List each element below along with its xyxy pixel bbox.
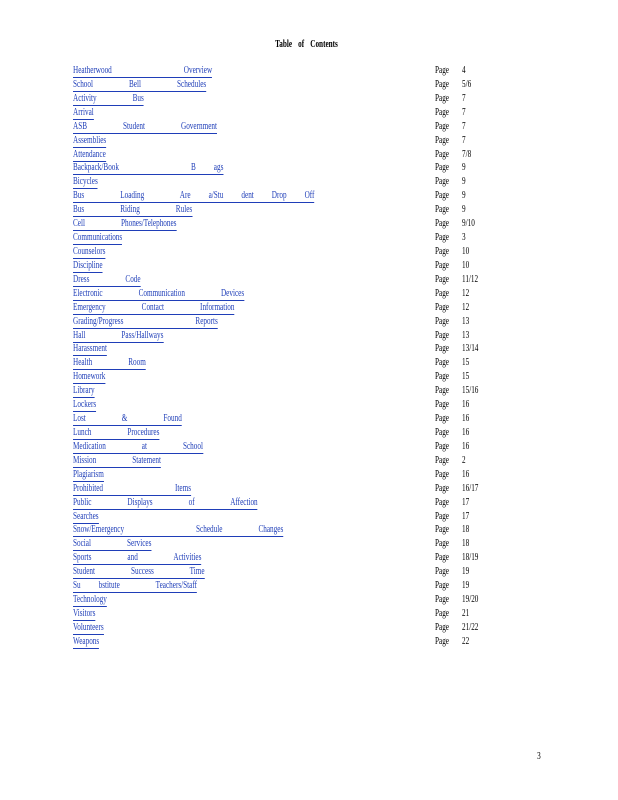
toc-row	[0, 622, 618, 636]
page-ref: 21/22	[462, 621, 479, 633]
toc-entry-link[interactable]: Sports and Activities	[73, 552, 202, 564]
page-ref: 7	[462, 92, 466, 104]
page-label: Page	[435, 496, 450, 508]
toc-row	[0, 149, 618, 163]
page-label: Page	[435, 552, 450, 564]
page-ref: 17	[462, 510, 470, 522]
page-ref: 13/14	[462, 343, 479, 355]
page-label: Page	[435, 385, 450, 397]
toc-row	[0, 636, 618, 650]
toc-row	[0, 469, 618, 483]
page-number: 3	[537, 751, 541, 762]
toc-row	[0, 497, 618, 511]
page-label: Page	[435, 120, 450, 132]
toc-row	[0, 483, 618, 497]
toc-row	[0, 385, 618, 399]
toc-entry-link[interactable]: Prohibited Items	[73, 482, 192, 494]
page-label: Page	[435, 468, 450, 480]
page-ref: 15	[462, 371, 470, 383]
toc-entry-link[interactable]: Visitors	[73, 607, 96, 619]
toc-row	[0, 190, 618, 204]
toc-row	[0, 455, 618, 469]
toc-entry-link[interactable]: Hall Pass/Hallways	[73, 329, 164, 341]
toc-row	[0, 371, 618, 385]
page-ref: 9	[462, 204, 466, 216]
page-ref: 11/12	[462, 273, 479, 285]
toc-row	[0, 441, 618, 455]
page-ref: 4	[462, 65, 466, 76]
page-label: Page	[435, 413, 450, 425]
page-label: Page	[435, 148, 450, 160]
toc-entry-link[interactable]: Assemblies	[73, 134, 107, 146]
page-label: Page	[435, 621, 450, 633]
toc-entry-link[interactable]: Medication at School	[73, 440, 203, 452]
toc-entry-link[interactable]: ASB Student Government	[73, 120, 217, 132]
page-label: Page	[435, 287, 450, 299]
toc-row	[0, 594, 618, 608]
toc-row	[0, 608, 618, 622]
toc-entry-link[interactable]: Discipline	[73, 259, 103, 271]
toc-row	[0, 302, 618, 316]
page-ref: 15/16	[462, 385, 479, 397]
toc-row	[0, 566, 618, 580]
page-ref: 7	[462, 106, 466, 118]
page-label: Page	[435, 594, 450, 606]
toc-entry-link[interactable]: Cell Phones/Telephones	[73, 218, 177, 230]
toc-entry-link[interactable]: Activity Bus	[73, 92, 144, 104]
toc-row	[0, 511, 618, 525]
toc-entry-link[interactable]: Emergency Contact Information	[73, 301, 235, 313]
page-label: Page	[435, 454, 450, 466]
page-label: Page	[435, 343, 450, 355]
page-ref: 7	[462, 120, 466, 132]
toc-entry-link[interactable]: Lockers	[73, 399, 97, 411]
page-ref: 18	[462, 524, 470, 536]
page-ref: 12	[462, 287, 470, 299]
toc-row	[0, 65, 618, 79]
page-ref: 22	[462, 635, 470, 647]
page-ref: 18	[462, 538, 470, 550]
page-label: Page	[435, 371, 450, 383]
page-ref: 19	[462, 566, 470, 578]
page-label: Page	[435, 399, 450, 411]
toc-row	[0, 176, 618, 190]
toc-entry-link[interactable]: Lunch Procedures	[73, 426, 160, 438]
page-label: Page	[435, 176, 450, 188]
toc-entry-link[interactable]: Bus Loading Are a/Stu dent Drop Off	[73, 190, 315, 202]
toc-row	[0, 399, 618, 413]
page-label: Page	[435, 482, 450, 494]
page-ref: 10	[462, 259, 470, 271]
toc-entry-link[interactable]: Homework	[73, 371, 106, 383]
page-label: Page	[435, 426, 450, 438]
toc-row	[0, 162, 618, 176]
toc-entry-link[interactable]: School Bell Schedules	[73, 78, 207, 90]
toc-entry-link[interactable]: Counselors	[73, 245, 106, 257]
toc-row	[0, 135, 618, 149]
page-ref: 2	[462, 454, 466, 466]
toc-row	[0, 538, 618, 552]
page-label: Page	[435, 162, 450, 174]
page-ref: 21	[462, 607, 470, 619]
toc-row	[0, 288, 618, 302]
page-ref: 16	[462, 399, 470, 411]
toc-row	[0, 274, 618, 288]
toc-row	[0, 413, 618, 427]
page-label: Page	[435, 635, 450, 647]
toc-entry-link[interactable]: Arrival	[73, 106, 94, 118]
toc-entry-link[interactable]: Heatherwood Overview	[73, 65, 213, 76]
toc-entry-link[interactable]: Bicycles	[73, 176, 98, 188]
toc-entry-link[interactable]: Social Services	[73, 538, 152, 550]
page-ref: 16	[462, 426, 470, 438]
toc-entry-link[interactable]: Health Room	[73, 357, 146, 369]
page-label: Page	[435, 232, 450, 244]
page-ref: 3	[462, 232, 466, 244]
toc-row	[0, 580, 618, 594]
page-label: Page	[435, 204, 450, 216]
page-label: Page	[435, 134, 450, 146]
page-ref: 7	[462, 134, 466, 146]
page-label: Page	[435, 92, 450, 104]
page-label: Page	[435, 218, 450, 230]
toc-entry-link[interactable]: Student Success Time	[73, 566, 205, 578]
toc-row	[0, 79, 618, 93]
toc-entry-link[interactable]: Attendance	[73, 148, 106, 160]
page-label: Page	[435, 259, 450, 271]
toc-row	[0, 93, 618, 107]
page-label: Page	[435, 78, 450, 90]
toc-entry-link[interactable]: Electronic Communication Devices	[73, 287, 245, 299]
page-ref: 15	[462, 357, 470, 369]
toc-row	[0, 107, 618, 121]
page-title: Table of Contents	[275, 39, 338, 50]
toc-row	[0, 204, 618, 218]
toc-entry-link[interactable]: Harassment	[73, 343, 107, 355]
page-ref: 16	[462, 413, 470, 425]
page-ref: 9	[462, 176, 466, 188]
page-ref: 18/19	[462, 552, 479, 564]
page-ref: 10	[462, 245, 470, 257]
page-label: Page	[435, 524, 450, 536]
toc-list	[0, 65, 618, 650]
page-ref: 9	[462, 190, 466, 202]
page-ref: 16	[462, 440, 470, 452]
toc-entry-link[interactable]: Su bstitute Teachers/Staff	[73, 580, 198, 592]
page-ref: 5/6	[462, 78, 472, 90]
toc-entry-link[interactable]: Backpack/Book B ags	[73, 162, 224, 174]
toc-row	[0, 246, 618, 260]
page-label: Page	[435, 315, 450, 327]
page-ref: 13	[462, 329, 470, 341]
toc-row	[0, 218, 618, 232]
page-label: Page	[435, 301, 450, 313]
page-ref: 9	[462, 162, 466, 174]
page-label: Page	[435, 65, 450, 76]
toc-entry-link[interactable]: Public Displays of Affection	[73, 496, 258, 508]
page-label: Page	[435, 580, 450, 592]
toc-entry-link[interactable]: Searches	[73, 510, 99, 522]
page-label: Page	[435, 273, 450, 285]
toc-entry-link[interactable]: Bus Riding Rules	[73, 204, 193, 216]
page-ref: 19	[462, 580, 470, 592]
page-label: Page	[435, 538, 450, 550]
toc-row	[0, 357, 618, 371]
page-label: Page	[435, 329, 450, 341]
toc-row	[0, 232, 618, 246]
page-ref: 9/10	[462, 218, 475, 230]
toc-entry-link[interactable]: Technology	[73, 594, 107, 606]
toc-row	[0, 427, 618, 441]
page-label: Page	[435, 190, 450, 202]
page-label: Page	[435, 245, 450, 257]
page-ref: 17	[462, 496, 470, 508]
toc-entry-link[interactable]: Plagiarism	[73, 468, 104, 480]
page-label: Page	[435, 607, 450, 619]
page-label: Page	[435, 106, 450, 118]
toc-row	[0, 316, 618, 330]
page-label: Page	[435, 440, 450, 452]
toc-row	[0, 260, 618, 274]
toc-entry-link[interactable]: Volunteers	[73, 621, 104, 633]
toc-entry-link[interactable]: Dress Code	[73, 273, 141, 285]
page-label: Page	[435, 357, 450, 369]
page-label: Page	[435, 510, 450, 522]
page-ref: 12	[462, 301, 470, 313]
toc-row	[0, 330, 618, 344]
toc-entry-link[interactable]: Snow/Emergency Schedule Changes	[73, 524, 284, 536]
page-ref: 16/17	[462, 482, 479, 494]
page-ref: 7/8	[462, 148, 472, 160]
toc-entry-link[interactable]: Library	[73, 385, 95, 397]
toc-row	[0, 343, 618, 357]
page-ref: 16	[462, 468, 470, 480]
toc-entry-link[interactable]: Grading/Progress Reports	[73, 315, 218, 327]
toc-row	[0, 121, 618, 135]
toc-row	[0, 524, 618, 538]
page-ref: 13	[462, 315, 470, 327]
toc-row	[0, 552, 618, 566]
toc-entry-link[interactable]: Mission Statement	[73, 454, 162, 466]
toc-entry-link[interactable]: Weapons	[73, 635, 100, 647]
page-ref: 19/20	[462, 594, 479, 606]
toc-entry-link[interactable]: Lost & Found	[73, 413, 182, 425]
toc-entry-link[interactable]: Communications	[73, 232, 123, 244]
page-label: Page	[435, 566, 450, 578]
